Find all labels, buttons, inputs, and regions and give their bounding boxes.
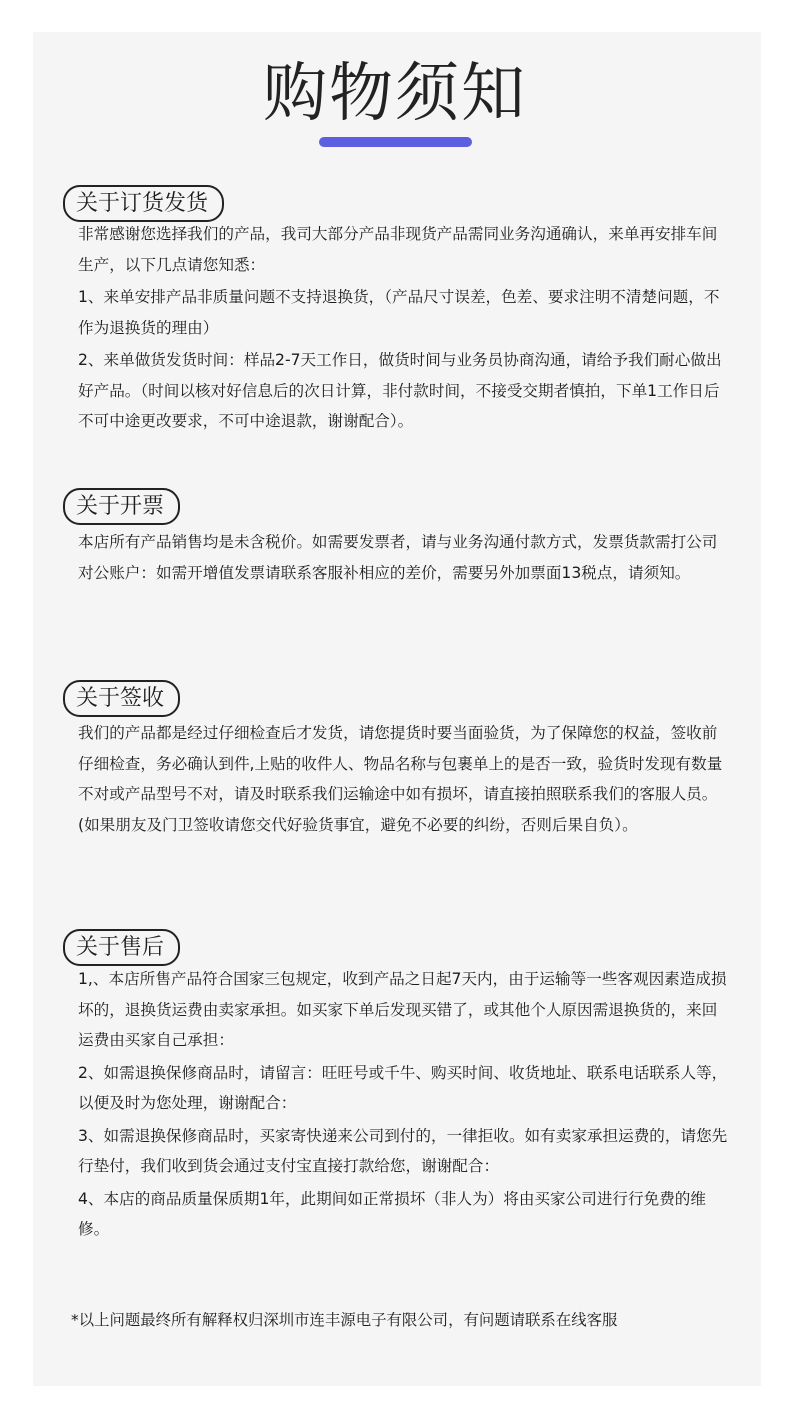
section-heading-receipt: 关于签收 [63, 680, 180, 717]
paragraph: 2、来单做货发货时间：样品2-7天工作日，做货时间与业务员协商沟通，请给予我们耐心做出好产品。（时间以核对好信息后的次日计算，非付款时间，不接受交期者慎拍，下单1工作日后不可中途更改要求，不可中途退款，谢谢配合）。 [78, 351, 722, 430]
page-title: 购物须知 [263, 57, 527, 131]
section-heading-invoice: 关于开票 [63, 488, 180, 525]
section-body-after-sales [78, 964, 728, 1245]
paragraph: 本店所有产品销售均是未含税价。如需要发票者，请与业务沟通付款方式，发票货款需打公司对公账户：如需开增值发票请联系客服补相应的差价，需要另外加票面13税点，请须知。 [78, 533, 718, 582]
section-body-ordering-shipping [78, 219, 728, 437]
paragraph: 非常感谢您选择我们的产品，我司大部分产品非现货产品需同业务沟通确认，来单再安排车间生产，以下几点请您知悉： [78, 225, 718, 274]
paragraph: 3、如需退换保修商品时，买家寄快递来公司到付的，一律拒收。如有卖家承担运费的，请您先行垫付，我们收到货会通过支付宝直接打款给您，谢谢配合： [78, 1126, 728, 1175]
title-underline [319, 137, 472, 147]
section-heading-after-sales: 关于售后 [63, 929, 180, 966]
paragraph: 2、如需退换保修商品时，请留言：旺旺号或千牛、购买时间、收货地址、联系电话联系人等，以便及时为您处理，谢谢配合： [78, 1063, 728, 1112]
section-body-receipt [78, 718, 728, 840]
section-body-invoice [78, 527, 728, 588]
footer-disclaimer: *以上问题最终所有解释权归深圳市连丰源电子有限公司，有问题请联系在线客服 [71, 1311, 618, 1329]
paragraph: 1,、本店所售产品符合国家三包规定，收到产品之日起7天内，由于运输等一些客观因素造成损坏的，退换货运费由卖家承担。如买家下单后发现买错了，或其他个人原因需退换货的，来回运费由买家自己承担： [78, 970, 727, 1049]
paragraph: 1、来单安排产品非质量问题不支持退换货，（产品尺寸误差，色差、要求注明不清楚问题，不作为退换货的理由） [78, 288, 720, 337]
paragraph: 4、本店的商品质量保质期1年，此期间如正常损坏（非人为）将由买家公司进行行免费的维修。 [78, 1189, 706, 1238]
paragraph: 我们的产品都是经过仔细检查后才发货，请您提货时要当面验货，为了保障您的权益，签收前仔细检查，务必确认到件,上贴的收件人、物品名称与包裹单上的是否一致，验货时发现有数量不对或产品型号不对，请及时联系我们运输途中如有损坏，请直接拍照联系我们的客服人员。(如果朋友及门卫签收请您交代好验货事宜，避免不必要的纠纷，否则后果自负）。 [78, 724, 723, 834]
section-heading-ordering-shipping: 关于订货发货 [63, 185, 224, 222]
